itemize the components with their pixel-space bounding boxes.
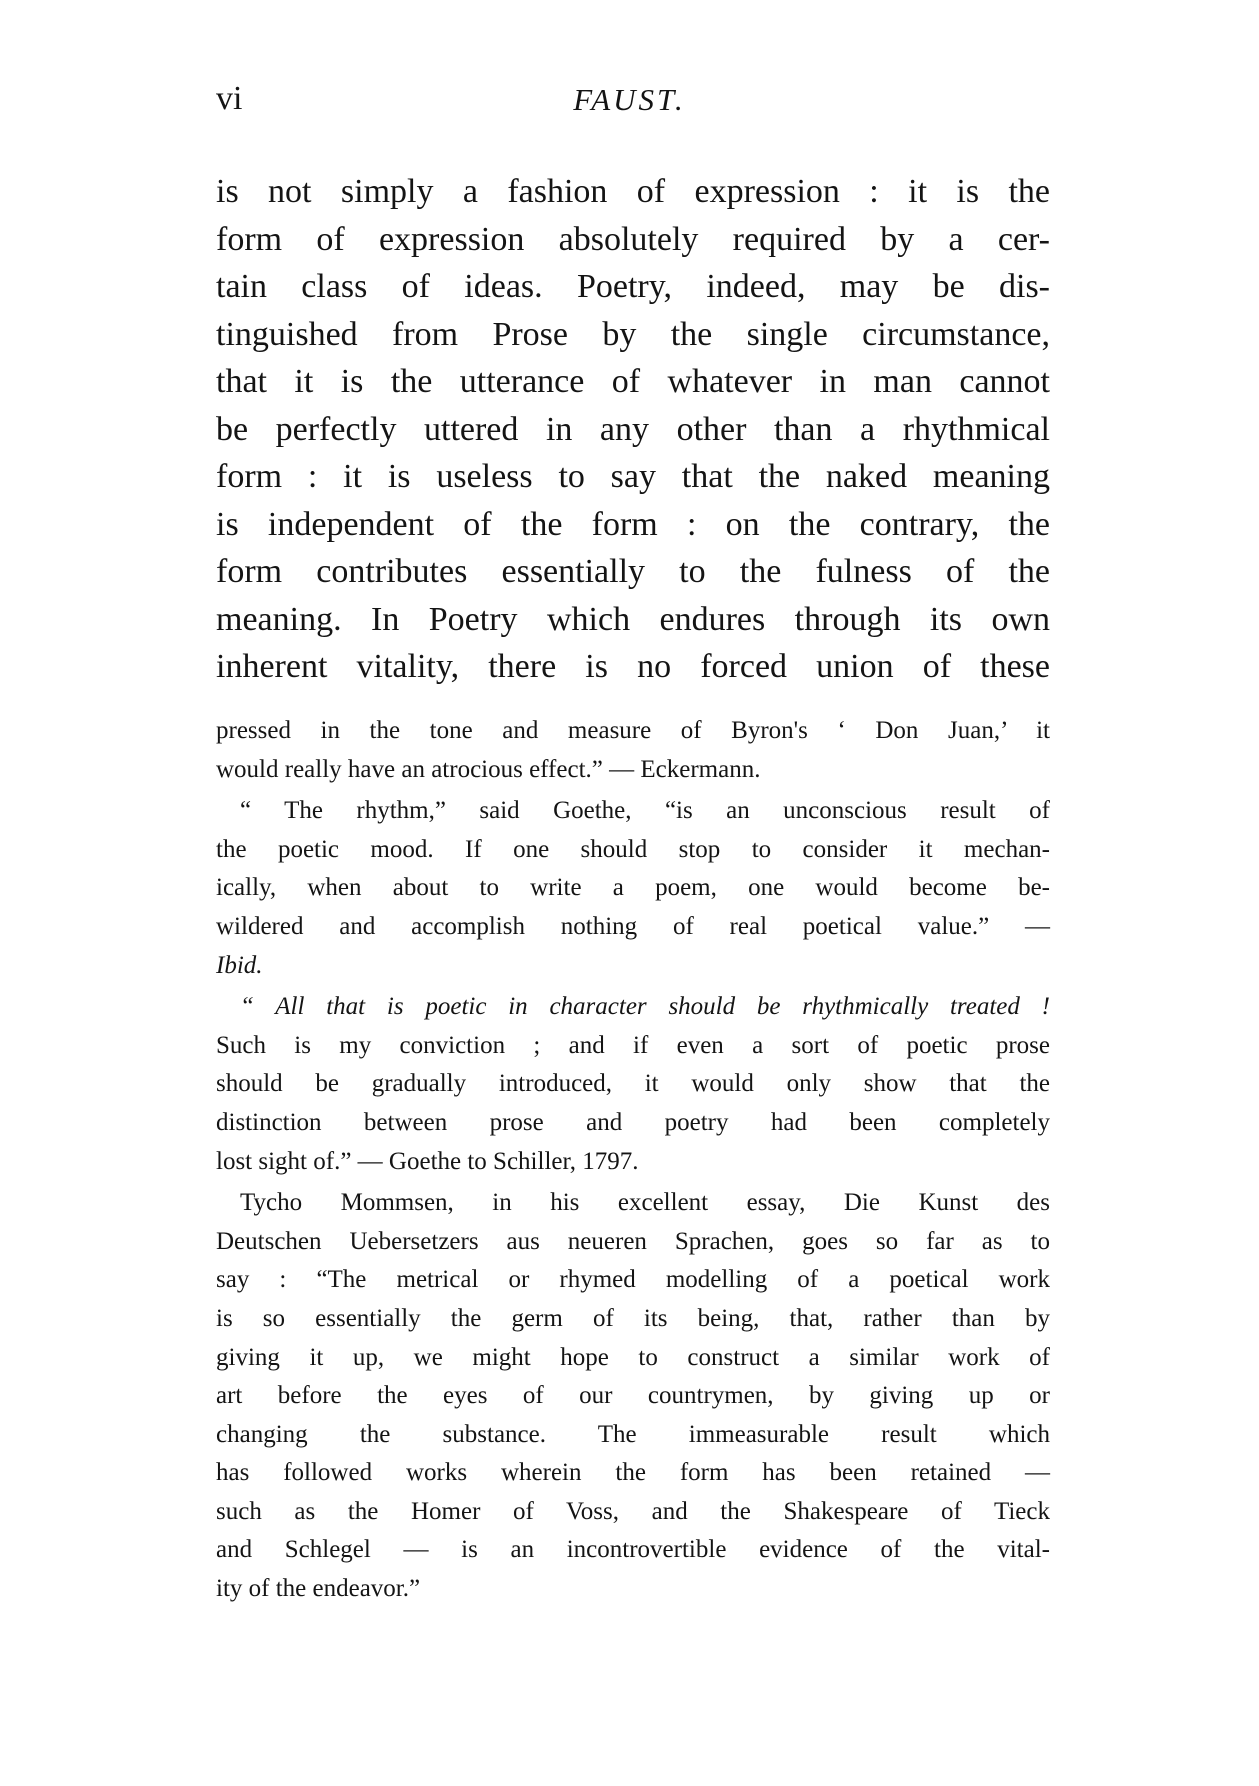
footnote-line: should be gradually introduced, it would only show that the xyxy=(216,1070,1050,1098)
footnote-line: Tycho Mommsen, in his excellent essay, Die Kunst des xyxy=(240,1189,1050,1217)
text-line: is independent of the form : on the contrary, the xyxy=(216,505,1050,543)
text-line: form : it is useless to say that the naked meaning xyxy=(216,458,1050,495)
text-line: tinguished from Prose by the single circumstance, xyxy=(216,315,1050,353)
text-line: tain class of ideas. Poetry, indeed, may be dis- xyxy=(216,268,1050,305)
footnote-line: ically, when about to write a poem, one would become be- xyxy=(216,874,1050,902)
footnote-line: ity of the endeavor.” xyxy=(216,1575,421,1603)
text-line: inherent vitality, there is no forced union of these xyxy=(216,648,1050,685)
footnote-line: is so essentially the germ of its being, that, rather than by xyxy=(216,1304,1050,1332)
text-line: be perfectly uttered in any other than a rhythmical xyxy=(216,410,1050,448)
footnote-line: distinction between prose and poetry had been completely xyxy=(216,1108,1050,1136)
main-text xyxy=(216,168,1050,691)
footnote-line: would really have an atrocious effect.” — Eckermann. xyxy=(216,755,761,783)
footnotes xyxy=(216,712,1050,1609)
footnote-line: Ibid. xyxy=(216,951,263,979)
text-line: is not simply a fashion of expression : it is the xyxy=(216,173,1050,210)
running-title: FAUST. xyxy=(573,82,686,117)
footnote-line: has followed works wherein the form has been retained — xyxy=(216,1459,1050,1487)
footnote-line: giving it up, we might hope to construct a similar work of xyxy=(216,1343,1050,1371)
footnote-line: Such is my conviction ; and if even a sort of poetic prose xyxy=(216,1031,1050,1059)
footnote-line: the poetic mood. If one should stop to consider it mechan- xyxy=(216,835,1050,863)
text-line: form contributes essentially to the fulness of the xyxy=(216,553,1050,590)
text-line: form of expression absolutely required by a cer- xyxy=(216,220,1050,258)
footnote-line: lost sight of.” — Goethe to Schiller, 1797. xyxy=(216,1147,639,1175)
footnote-line: art before the eyes of our countrymen, by giving up or xyxy=(216,1382,1050,1410)
page-number: vi xyxy=(216,80,243,117)
footnote-line: Deutschen Uebersetzers aus neueren Sprachen, goes so far as to xyxy=(216,1227,1050,1255)
page-header xyxy=(0,80,1259,120)
footnote-line: “ All that is poetic in character should be rhythmically treated ! xyxy=(240,993,1050,1021)
text-line: that it is the utterance of whatever in man cannot xyxy=(216,363,1050,400)
footnote-line: say : “The metrical or rhymed modelling of a poetical work xyxy=(216,1266,1050,1294)
footnote-line: “ The rhythm,” said Goethe, “is an unconscious result of xyxy=(240,797,1050,825)
text-line: meaning. In Poetry which endures through its own xyxy=(216,600,1050,638)
footnote-line: pressed in the tone and measure of Byron's ‘ Don Juan,’ it xyxy=(216,717,1050,744)
footnote-line: such as the Homer of Voss, and the Shakespeare of Tieck xyxy=(216,1497,1050,1525)
footnote-line: wildered and accomplish nothing of real poetical value.” — xyxy=(216,912,1050,940)
footnote-line: and Schlegel — is an incontrovertible evidence of the vital- xyxy=(216,1536,1050,1564)
footnote-line: changing the substance. The immeasurable result which xyxy=(216,1420,1050,1448)
